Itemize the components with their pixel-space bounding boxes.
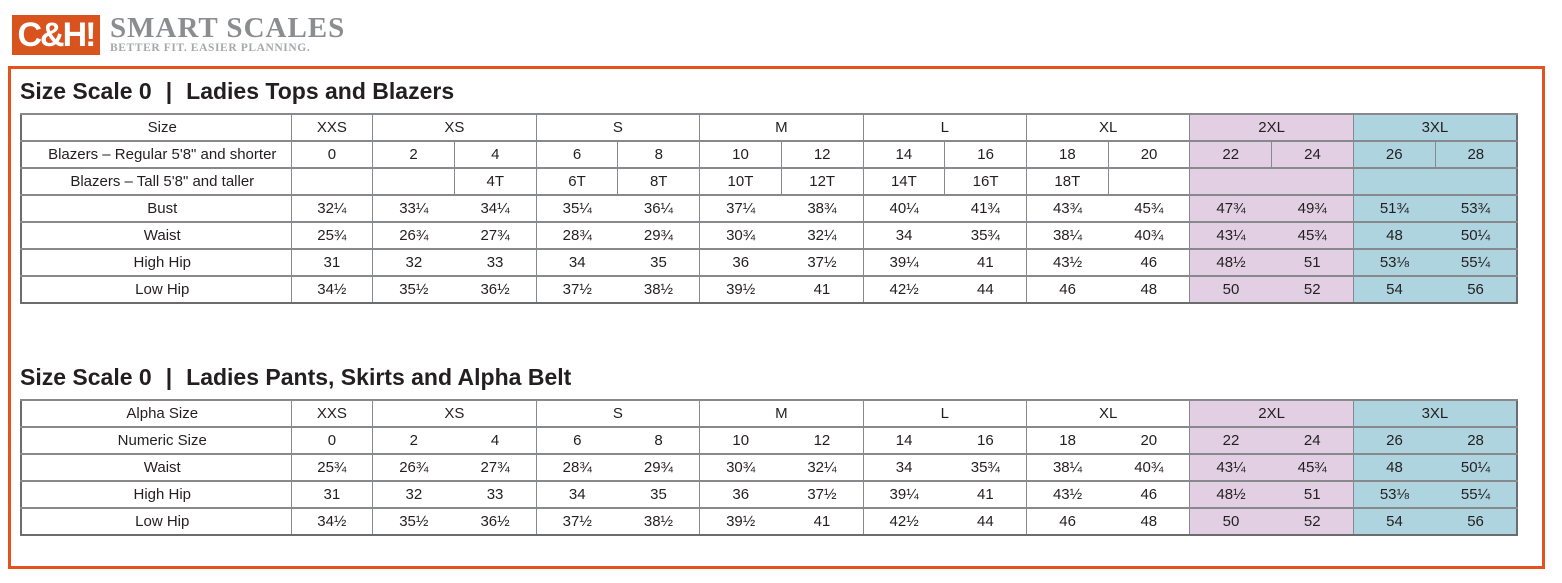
size-value-cell: 56 — [1435, 508, 1517, 535]
size-value-cell: 52 — [1272, 276, 1354, 303]
table-row — [21, 195, 1517, 222]
size-value-cell: 8 — [618, 141, 700, 168]
table-row — [21, 249, 1517, 276]
size-value-cell: 36½ — [454, 508, 536, 535]
size-value-cell: 40¾ — [1108, 454, 1190, 481]
size-value-cell: 50 — [1190, 508, 1272, 535]
size-group-header: 3XL — [1353, 400, 1517, 427]
header-row — [21, 114, 1517, 141]
size-value-cell: 48 — [1108, 508, 1190, 535]
size-value-cell: 35¾ — [945, 222, 1027, 249]
size-value-cell: 25¾ — [291, 222, 373, 249]
size-value-cell — [373, 168, 455, 195]
row-label: Bust — [21, 195, 291, 222]
size-value-cell: 43½ — [1026, 481, 1108, 508]
size-value-cell: 38½ — [618, 276, 700, 303]
size-value-cell: 32¼ — [291, 195, 373, 222]
header-row — [21, 400, 1517, 427]
size-value-cell: 10T — [700, 168, 782, 195]
size-value-cell: 4 — [454, 427, 536, 454]
size-value-cell: 26 — [1353, 141, 1435, 168]
size-value-cell: 24 — [1272, 427, 1354, 454]
size-value-cell: 31 — [291, 481, 373, 508]
size-group-header: M — [700, 400, 863, 427]
size-value-cell: 2 — [373, 141, 455, 168]
size-value-cell: 26¾ — [373, 222, 455, 249]
size-value-cell: 52 — [1272, 508, 1354, 535]
size-value-cell: 43½ — [1026, 249, 1108, 276]
size-value-cell: 39½ — [700, 276, 782, 303]
size-value-cell: 4T — [454, 168, 536, 195]
table-title — [20, 364, 1518, 399]
size-value-cell — [1108, 168, 1190, 195]
table-title-separator: | — [165, 78, 173, 104]
size-value-cell: 8T — [618, 168, 700, 195]
size-table-tops-blazers — [20, 113, 1518, 304]
table-title-name: Ladies Pants, Skirts and Alpha Belt — [186, 364, 572, 390]
table-row — [21, 481, 1517, 508]
size-value-cell: 0 — [291, 427, 373, 454]
size-value-cell: 38½ — [618, 508, 700, 535]
size-value-cell: 25¾ — [291, 454, 373, 481]
size-value-cell: 34 — [863, 454, 945, 481]
size-value-cell: 48 — [1353, 454, 1435, 481]
section-pants-skirts-belt — [20, 364, 1518, 536]
size-value-cell: 29¾ — [618, 454, 700, 481]
size-value-cell: 34½ — [291, 276, 373, 303]
section-tops-blazers — [20, 78, 1518, 304]
size-table-pants-skirts-belt — [20, 399, 1518, 536]
size-group-header: XXS — [291, 400, 373, 427]
size-value-cell: 39¼ — [863, 481, 945, 508]
size-group-header: XL — [1026, 114, 1189, 141]
size-value-cell: 53¾ — [1435, 195, 1517, 222]
size-value-cell: 40¼ — [863, 195, 945, 222]
size-value-cell: 50¼ — [1435, 454, 1517, 481]
size-value-cell: 16 — [945, 141, 1027, 168]
size-value-cell: 12T — [781, 168, 863, 195]
size-value-cell: 41 — [945, 481, 1027, 508]
size-value-cell: 51¾ — [1353, 195, 1435, 222]
size-value-cell: 48½ — [1190, 481, 1272, 508]
size-value-cell: 18 — [1026, 427, 1108, 454]
size-value-cell: 45¾ — [1272, 222, 1354, 249]
size-value-cell: 0 — [291, 141, 373, 168]
size-value-cell: 38¾ — [781, 195, 863, 222]
size-value-cell: 26¾ — [373, 454, 455, 481]
size-value-cell: 38¼ — [1026, 454, 1108, 481]
row-label: Numeric Size — [21, 427, 291, 454]
size-value-cell: 48 — [1353, 222, 1435, 249]
table-row — [21, 454, 1517, 481]
size-value-cell: 45¾ — [1108, 195, 1190, 222]
size-value-cell: 26 — [1353, 427, 1435, 454]
size-value-cell: 22 — [1190, 141, 1272, 168]
table-row — [21, 427, 1517, 454]
logo-badge: C&H! — [12, 15, 100, 55]
size-table — [20, 399, 1518, 536]
size-value-cell: 32 — [373, 481, 455, 508]
logo — [12, 12, 346, 55]
corner-label: Alpha Size — [21, 400, 291, 427]
size-value-cell: 35 — [618, 481, 700, 508]
size-value-cell: 44 — [945, 508, 1027, 535]
size-group-header: L — [863, 400, 1026, 427]
table-title-scale: Size Scale 0 — [20, 364, 152, 390]
size-value-cell: 37½ — [536, 276, 618, 303]
size-value-cell — [1190, 168, 1272, 195]
size-value-cell: 37½ — [781, 249, 863, 276]
row-label: Waist — [21, 222, 291, 249]
size-value-cell: 54 — [1353, 508, 1435, 535]
size-value-cell: 43¼ — [1190, 454, 1272, 481]
logo-tagline: BETTER FIT. EASIER PLANNING. — [110, 42, 311, 54]
size-value-cell: 14 — [863, 427, 945, 454]
size-group-header: 3XL — [1353, 114, 1517, 141]
size-value-cell: 16 — [945, 427, 1027, 454]
size-value-cell — [1272, 168, 1354, 195]
size-value-cell: 36¼ — [618, 195, 700, 222]
size-value-cell: 56 — [1435, 276, 1517, 303]
row-label: Low Hip — [21, 276, 291, 303]
size-value-cell: 46 — [1026, 276, 1108, 303]
size-value-cell: 33¼ — [373, 195, 455, 222]
table-row — [21, 222, 1517, 249]
size-group-header: M — [700, 114, 863, 141]
table-title — [20, 78, 1518, 113]
size-value-cell: 20 — [1108, 141, 1190, 168]
size-value-cell: 31 — [291, 249, 373, 276]
size-value-cell: 27¾ — [454, 222, 536, 249]
size-value-cell: 28 — [1435, 141, 1517, 168]
size-value-cell — [291, 168, 373, 195]
size-value-cell: 50 — [1190, 276, 1272, 303]
size-value-cell: 35¼ — [536, 195, 618, 222]
table-row — [21, 141, 1517, 168]
size-value-cell: 12 — [781, 141, 863, 168]
size-value-cell: 40¾ — [1108, 222, 1190, 249]
corner-label: Size — [21, 114, 291, 141]
size-value-cell: 18T — [1026, 168, 1108, 195]
size-value-cell: 10 — [700, 427, 782, 454]
size-value-cell: 37½ — [536, 508, 618, 535]
size-value-cell: 34 — [536, 249, 618, 276]
size-group-header: XXS — [291, 114, 373, 141]
size-value-cell: 4 — [454, 141, 536, 168]
size-value-cell: 35 — [618, 249, 700, 276]
size-value-cell: 43¾ — [1026, 195, 1108, 222]
size-value-cell: 53⅛ — [1353, 481, 1435, 508]
size-value-cell: 51 — [1272, 249, 1354, 276]
size-value-cell: 35½ — [373, 276, 455, 303]
table-title-separator: | — [165, 364, 173, 390]
size-value-cell: 50¼ — [1435, 222, 1517, 249]
size-value-cell: 12 — [781, 427, 863, 454]
size-value-cell: 38¼ — [1026, 222, 1108, 249]
size-value-cell: 53⅛ — [1353, 249, 1435, 276]
size-group-header: S — [536, 114, 699, 141]
size-value-cell: 18 — [1026, 141, 1108, 168]
size-value-cell: 34½ — [291, 508, 373, 535]
size-group-header: L — [863, 114, 1026, 141]
row-label: Blazers – Tall 5'8" and taller — [21, 168, 291, 195]
size-value-cell: 28¾ — [536, 222, 618, 249]
size-value-cell: 28 — [1435, 427, 1517, 454]
size-value-cell: 39½ — [700, 508, 782, 535]
size-value-cell: 41 — [781, 508, 863, 535]
size-group-header: XS — [373, 400, 536, 427]
size-group-header: S — [536, 400, 699, 427]
size-value-cell: 14 — [863, 141, 945, 168]
size-value-cell: 51 — [1272, 481, 1354, 508]
size-value-cell: 37¼ — [700, 195, 782, 222]
size-value-cell: 33 — [454, 249, 536, 276]
size-value-cell: 45¾ — [1272, 454, 1354, 481]
row-label: Low Hip — [21, 508, 291, 535]
row-label: High Hip — [21, 249, 291, 276]
size-value-cell: 2 — [373, 427, 455, 454]
size-value-cell: 49¾ — [1272, 195, 1354, 222]
size-value-cell: 33 — [454, 481, 536, 508]
size-value-cell: 36 — [700, 249, 782, 276]
row-label: Waist — [21, 454, 291, 481]
size-value-cell: 39¼ — [863, 249, 945, 276]
size-value-cell: 48 — [1108, 276, 1190, 303]
size-value-cell: 6 — [536, 427, 618, 454]
table-row — [21, 168, 1517, 195]
size-value-cell: 36 — [700, 481, 782, 508]
table-title-scale: Size Scale 0 — [20, 78, 152, 104]
size-value-cell: 30¾ — [700, 222, 782, 249]
size-value-cell: 24 — [1272, 141, 1354, 168]
size-value-cell: 32¼ — [781, 454, 863, 481]
size-value-cell: 14T — [863, 168, 945, 195]
size-value-cell: 46 — [1108, 481, 1190, 508]
table-row — [21, 508, 1517, 535]
size-value-cell: 54 — [1353, 276, 1435, 303]
size-value-cell: 47¾ — [1190, 195, 1272, 222]
size-value-cell: 36½ — [454, 276, 536, 303]
row-label: High Hip — [21, 481, 291, 508]
size-value-cell: 29¾ — [618, 222, 700, 249]
size-value-cell: 32 — [373, 249, 455, 276]
size-group-header: XS — [373, 114, 536, 141]
size-table — [20, 113, 1518, 304]
size-value-cell: 48½ — [1190, 249, 1272, 276]
size-value-cell: 43¼ — [1190, 222, 1272, 249]
size-value-cell: 37½ — [781, 481, 863, 508]
size-group-header: 2XL — [1190, 400, 1353, 427]
size-value-cell: 32¼ — [781, 222, 863, 249]
size-value-cell: 35½ — [373, 508, 455, 535]
logo-text — [110, 12, 346, 55]
logo-title: SMART SCALES — [110, 12, 346, 44]
size-value-cell: 41¾ — [945, 195, 1027, 222]
size-value-cell — [1435, 168, 1517, 195]
table-row — [21, 276, 1517, 303]
size-value-cell: 6T — [536, 168, 618, 195]
row-label: Blazers – Regular 5'8" and shorter — [21, 141, 291, 168]
size-value-cell — [1353, 168, 1435, 195]
size-group-header: 2XL — [1190, 114, 1353, 141]
size-value-cell: 34¼ — [454, 195, 536, 222]
size-value-cell: 46 — [1026, 508, 1108, 535]
size-value-cell: 41 — [945, 249, 1027, 276]
size-value-cell: 28¾ — [536, 454, 618, 481]
size-value-cell: 20 — [1108, 427, 1190, 454]
size-value-cell: 41 — [781, 276, 863, 303]
size-value-cell: 44 — [945, 276, 1027, 303]
size-value-cell: 42½ — [863, 276, 945, 303]
size-value-cell: 35¾ — [945, 454, 1027, 481]
size-value-cell: 42½ — [863, 508, 945, 535]
size-value-cell: 30¾ — [700, 454, 782, 481]
size-value-cell: 8 — [618, 427, 700, 454]
size-value-cell: 34 — [863, 222, 945, 249]
size-value-cell: 22 — [1190, 427, 1272, 454]
table-title-name: Ladies Tops and Blazers — [186, 78, 455, 104]
size-value-cell: 27¾ — [454, 454, 536, 481]
size-value-cell: 6 — [536, 141, 618, 168]
size-value-cell: 46 — [1108, 249, 1190, 276]
size-value-cell: 10 — [700, 141, 782, 168]
size-value-cell: 55¼ — [1435, 481, 1517, 508]
size-value-cell: 16T — [945, 168, 1027, 195]
size-group-header: XL — [1026, 400, 1189, 427]
size-value-cell: 34 — [536, 481, 618, 508]
size-value-cell: 55¼ — [1435, 249, 1517, 276]
